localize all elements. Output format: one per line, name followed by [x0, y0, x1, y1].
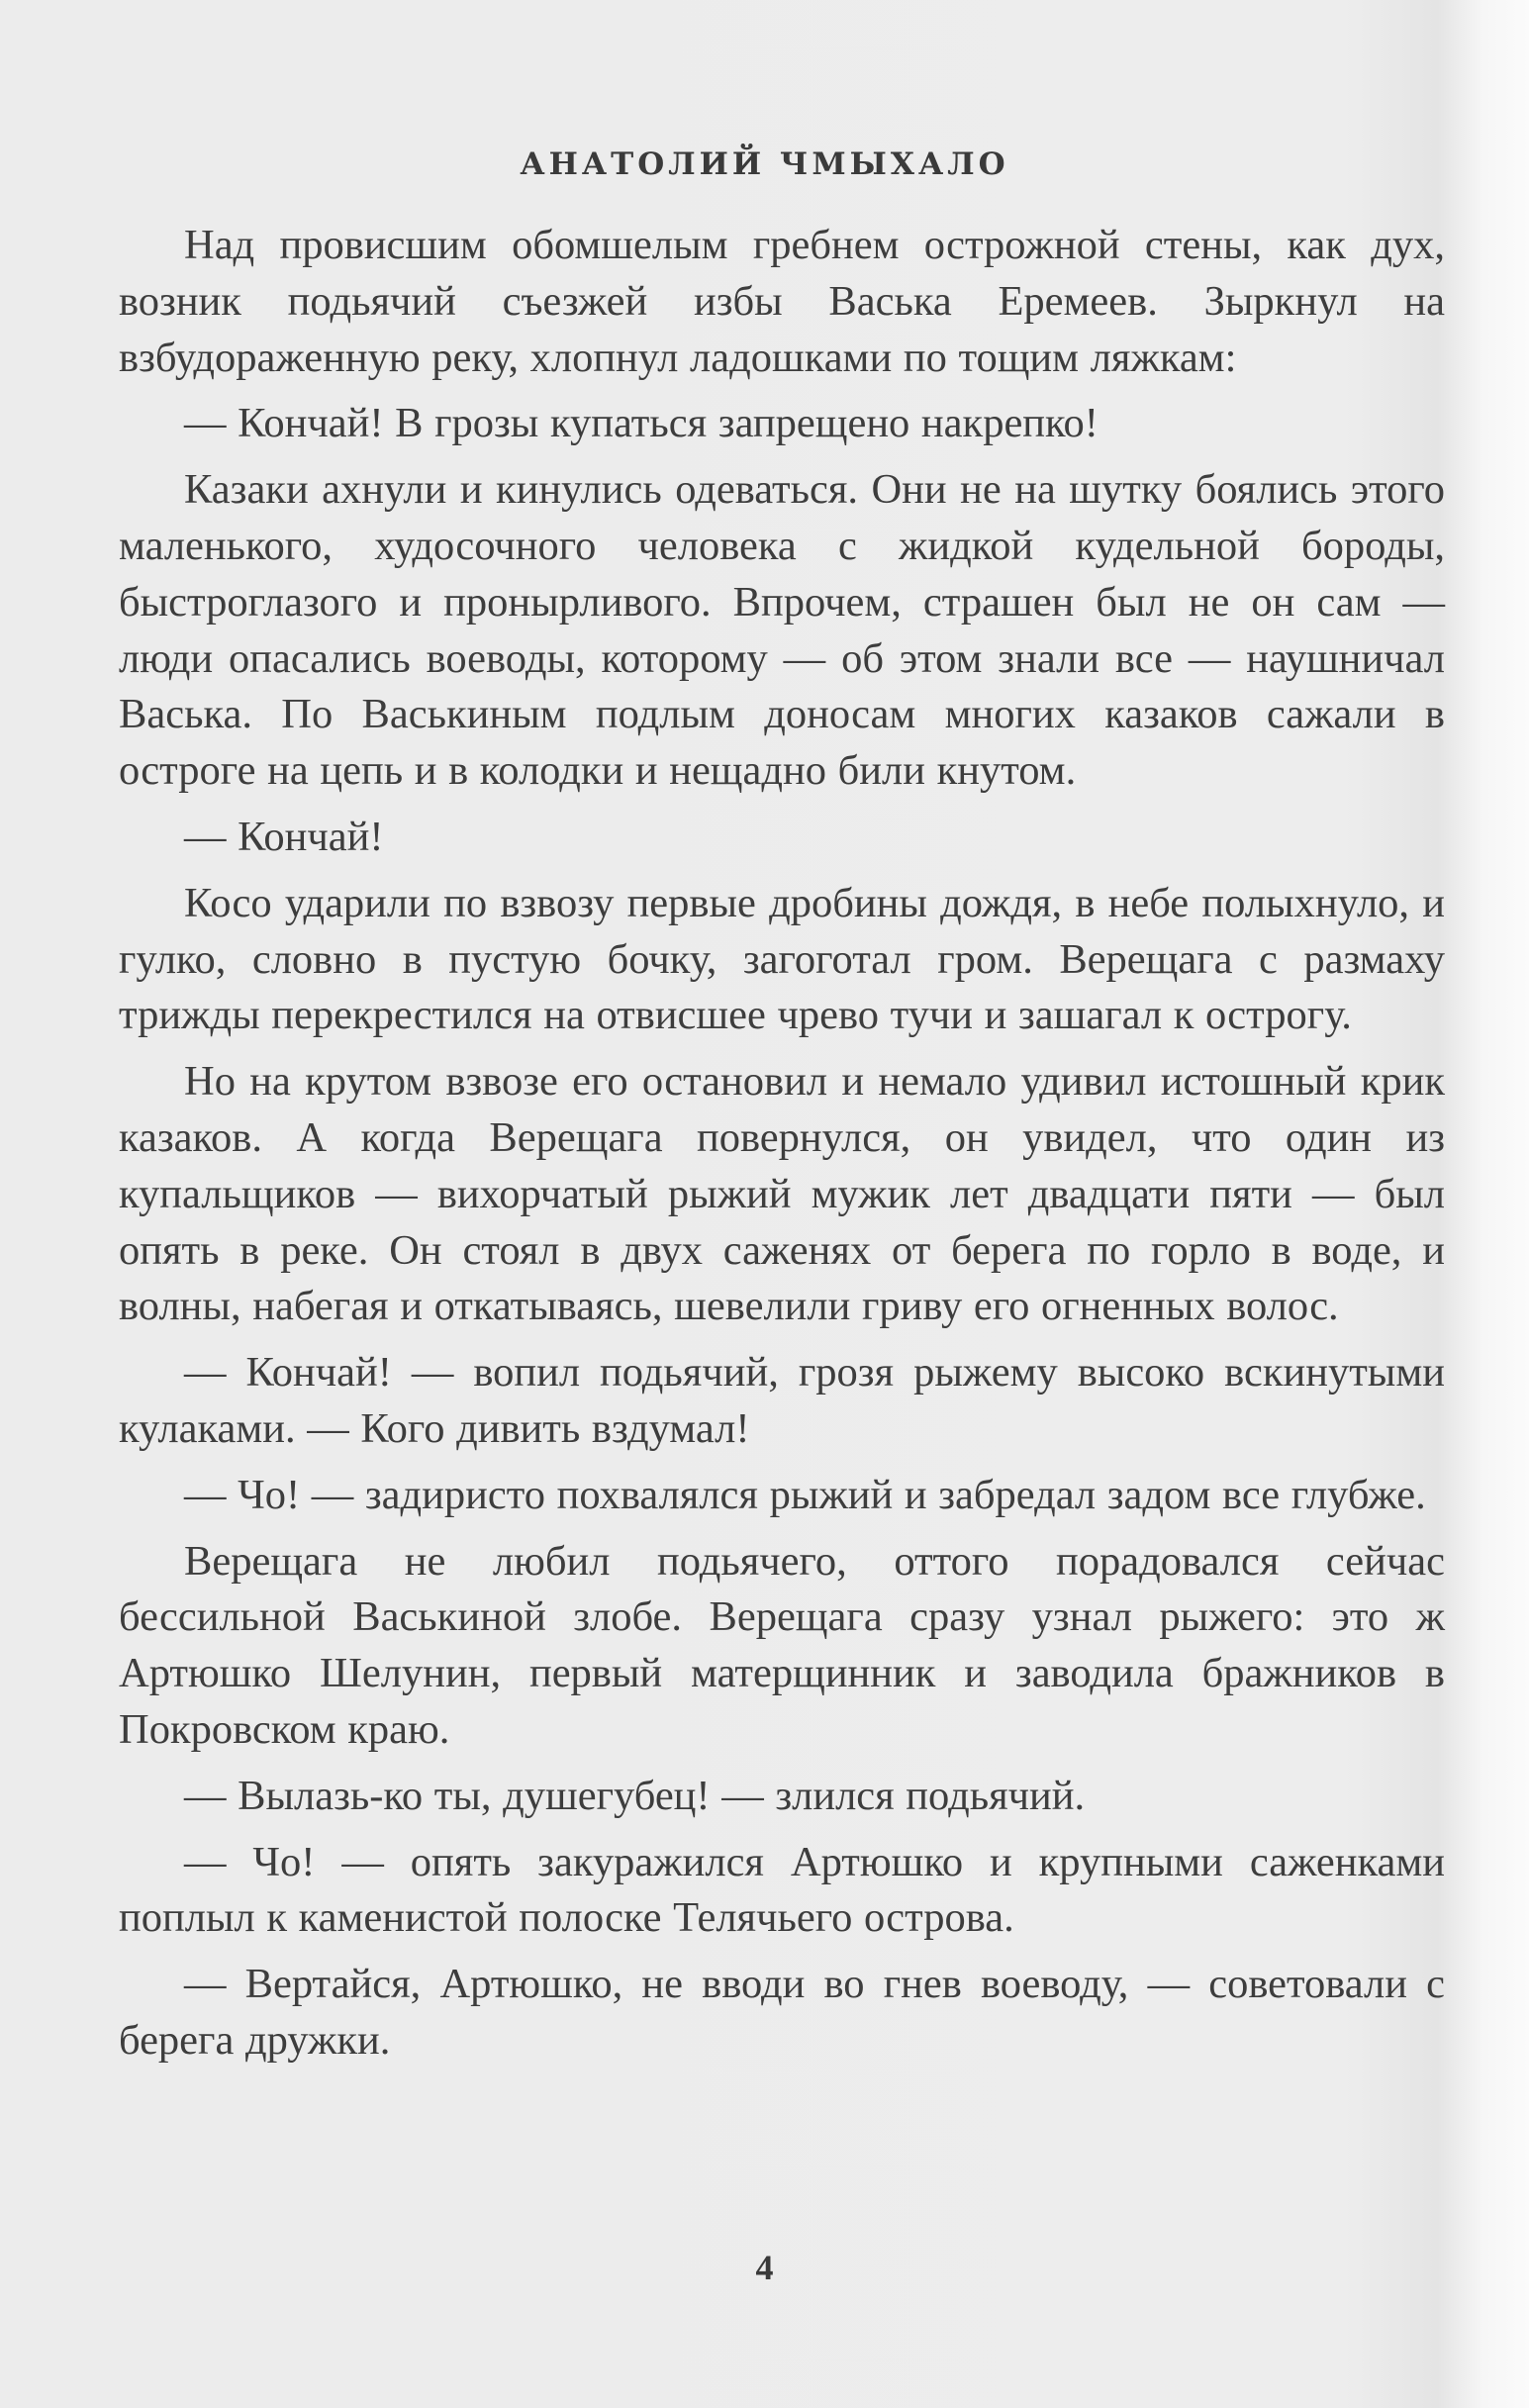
paragraph: Верещага не любил подьячего, оттого порадовался сейчас бессильной Васькиной злобе. Верещага сразу узнал рыжего: это ж Артюшко Шелунин, первый матерщинник и заводила бражников в Покровском краю.: [119, 1537, 1445, 1753]
paragraph: Казаки ахнули и кинулись одеваться. Они не на шутку боялись этого маленького, худосочного человека с жидкой кудельной бороды, быстроглазого и пронырливого. Впрочем, страшен был не он сам — люди опасались воеводы, которому — об этом знали все — наушничал Васька. По Васькиным подлым доносам многих казаков сажали в остроге на цепь и в колодки и нещадно били кнутом.: [119, 466, 1445, 795]
paragraph: — Чо! — опять закуражился Артюшко и крупными саженками поплыл к каменистой полоске Телячьего острова.: [119, 1838, 1445, 1942]
paragraph: — Вертайся, Артюшко, не вводи во гнев воеводу, — советовали с берега дружки.: [119, 1961, 1445, 2064]
running-header: АНАТОЛИЙ ЧМЫХАЛО: [520, 146, 1009, 182]
paragraph: — Чо! — задиристо похвалялся рыжий и забредал задом все глубже.: [184, 1471, 1426, 1518]
paragraph: — Вылазь-ко ты, душегубец! — злился подьячий.: [184, 1772, 1086, 1819]
body-text: [119, 218, 1445, 2070]
page-number: 4: [755, 2248, 774, 2287]
paragraph: — Кончай! В грозы купаться запрещено накрепко!: [184, 400, 1099, 447]
paragraph: — Кончай!: [184, 813, 384, 860]
paragraph: Над провисшим обомшелым гребнем острожной стены, как дух, возник подьячий съезжей избы Васька Еремеев. Зыркнул на взбудораженную реку, хлопнул ладошками по тощим ляжкам:: [119, 222, 1445, 381]
paragraph: Но на крутом взвозе его остановил и немало удивил истошный крик казаков. А когда Верещага повернулся, он увидел, что один из купальщиков — вихорчатый рыжий мужик лет двадцати пяти — был опять в реке. Он стоял в двух саженях от берега по горло в воде, и волны, набегая и откатываясь, шевелили гриву его огненных волос.: [119, 1058, 1445, 1330]
paragraph: — Кончай! — вопил подьячий, грозя рыжему высоко вскинутыми кулаками. — Кого дивить вздумал!: [119, 1349, 1445, 1452]
paragraph: Косо ударили по взвозу первые дробины дождя, в небе полыхнуло, и гулко, словно в пустую бочку, загоготал гром. Верещага с размаху трижды перекрестился на отвисшее чрево тучи и зашагал к острогу.: [119, 879, 1445, 1039]
